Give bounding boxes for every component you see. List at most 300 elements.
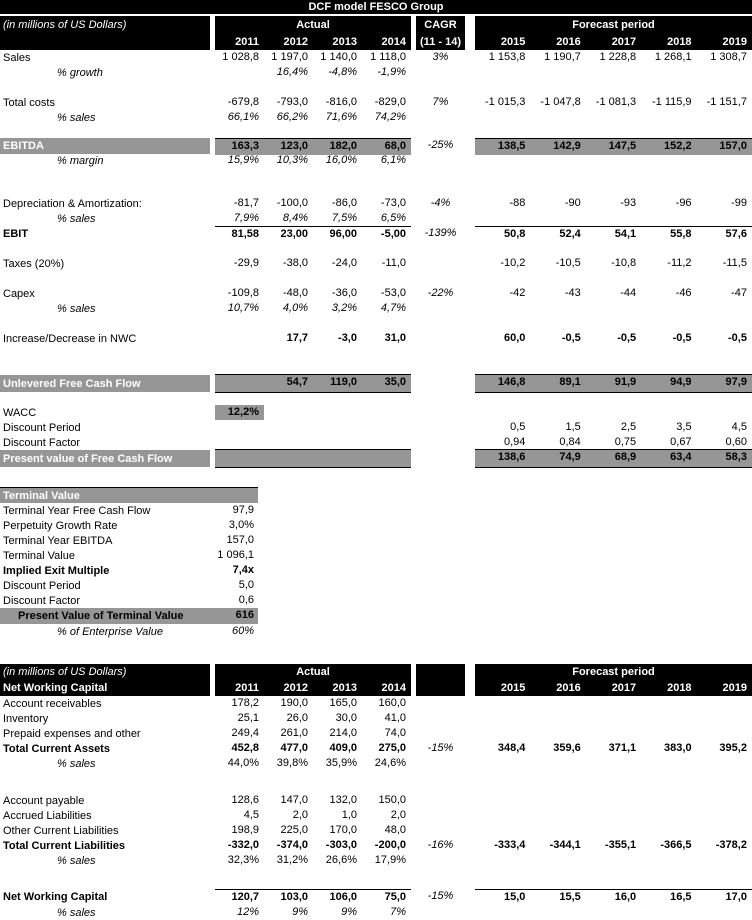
cell-actual-2013: -3,0 bbox=[338, 332, 357, 344]
row-label: % sales bbox=[57, 757, 96, 770]
cell-actual-2012: 17,7 bbox=[286, 332, 308, 344]
cell-forecast-2017: -1 081,3 bbox=[595, 96, 637, 108]
cell-actual-2012: 54,7 bbox=[264, 374, 313, 393]
column-gap bbox=[465, 226, 475, 242]
cell-forecast-2017 bbox=[586, 756, 641, 771]
cell-actual-2014: -1,9% bbox=[377, 66, 406, 78]
row-label: Net Working Capital bbox=[3, 891, 108, 903]
row-label: % sales bbox=[57, 302, 96, 315]
cell-actual-2014: 17,9% bbox=[374, 854, 406, 866]
table-row bbox=[0, 50, 752, 65]
table-row bbox=[0, 696, 752, 711]
cell-actual-2011: 249,4 bbox=[231, 727, 259, 739]
cell-cagr bbox=[416, 256, 465, 271]
spacer-row bbox=[0, 168, 752, 196]
cell-forecast-2015: 1 153,8 bbox=[488, 51, 526, 63]
cell-forecast-2017: -0,5 bbox=[617, 332, 637, 344]
cell-actual-2012: -38,0 bbox=[282, 257, 308, 269]
cell-actual-2013: 165,0 bbox=[329, 697, 357, 709]
table-row bbox=[0, 301, 752, 316]
spacer-row bbox=[0, 639, 752, 664]
cell-actual-2014: 160,0 bbox=[378, 697, 406, 709]
table-row bbox=[0, 808, 752, 823]
cell-forecast-2016 bbox=[530, 153, 585, 168]
cell-forecast-2019: -1 151,7 bbox=[706, 96, 747, 108]
cell-forecast-2016: 142,9 bbox=[530, 138, 585, 155]
spacer-row bbox=[0, 316, 752, 331]
cell-actual-2013: 409,0 bbox=[329, 742, 357, 754]
cell-forecast-2017: 54,1 bbox=[586, 226, 641, 243]
cell-actual-2014: 68,0 bbox=[362, 138, 411, 155]
cell-forecast-2016: 1,5 bbox=[565, 421, 581, 433]
spacer-row bbox=[0, 771, 752, 793]
nwc-header-actual: Actual bbox=[215, 664, 411, 680]
column-gap bbox=[465, 680, 475, 696]
row-label: Terminal Year Free Cash Flow bbox=[3, 504, 151, 517]
cell-actual-2013: 3,2% bbox=[331, 302, 357, 314]
cell-forecast-2018 bbox=[641, 153, 696, 168]
nwc-header-year-2015: 2015 bbox=[475, 680, 530, 696]
cell-forecast-2017 bbox=[586, 711, 641, 726]
column-gap bbox=[465, 153, 475, 168]
header-label-empty bbox=[0, 33, 210, 50]
cell-actual-2011: -29,9 bbox=[233, 257, 259, 269]
row-label: % sales bbox=[57, 854, 96, 867]
header-cagr-range: (11 - 14) bbox=[416, 33, 465, 50]
column-gap bbox=[465, 301, 475, 316]
row-label: Capex bbox=[3, 287, 35, 300]
cell-forecast-2016: 52,4 bbox=[530, 226, 585, 243]
table-row bbox=[0, 624, 258, 639]
cell-forecast-2018: 16,5 bbox=[641, 889, 696, 906]
cell-forecast-2015 bbox=[475, 756, 530, 771]
cell-actual-2012: -793,0 bbox=[276, 96, 308, 108]
units-label: (in millions of US Dollars) bbox=[0, 16, 210, 33]
table-row bbox=[0, 226, 752, 241]
row-label: Perpetuity Growth Rate bbox=[3, 519, 118, 532]
cell-forecast-2017 bbox=[586, 110, 641, 125]
cell-actual-2014: 35,0 bbox=[362, 374, 411, 393]
cell-forecast-2016 bbox=[530, 756, 585, 771]
nwc-header-year-2013: 2013 bbox=[313, 680, 362, 696]
cell-actual-2011 bbox=[215, 374, 264, 393]
cell-actual-2011: 25,1 bbox=[237, 712, 259, 724]
cell-actual-2013: 35,9% bbox=[325, 757, 357, 769]
cell-cagr: 7% bbox=[432, 96, 449, 108]
cell-forecast-2015: 138,5 bbox=[475, 138, 530, 155]
nwc-section-title: Net Working Capital bbox=[0, 680, 210, 696]
cell-forecast-2019 bbox=[697, 696, 752, 711]
cell-forecast-2019: 1 308,7 bbox=[710, 51, 747, 63]
row-label: Unlevered Free Cash Flow bbox=[0, 375, 210, 392]
cell-actual-2012 bbox=[264, 449, 313, 468]
cell-actual-2014: 24,6% bbox=[374, 757, 406, 769]
row-label: Terminal Year EBITDA bbox=[3, 534, 113, 547]
table-row bbox=[0, 375, 752, 390]
cell-value: 60% bbox=[231, 625, 254, 637]
row-label: % sales bbox=[57, 212, 96, 225]
row-label: Present value of Free Cash Flow bbox=[0, 450, 210, 467]
cell-actual-2014: 2,0 bbox=[390, 809, 406, 821]
spacer-row bbox=[0, 868, 752, 889]
cell-forecast-2019 bbox=[697, 110, 752, 125]
cell-forecast-2015 bbox=[475, 696, 530, 711]
column-gap bbox=[465, 420, 475, 435]
cell-forecast-2016 bbox=[530, 808, 585, 823]
cell-forecast-2017: 1 228,8 bbox=[599, 51, 637, 63]
cell-actual-2012: -100,0 bbox=[276, 197, 308, 209]
cell-cagr bbox=[416, 153, 465, 168]
header-year-2018: 2018 bbox=[641, 33, 696, 50]
cell-forecast-2017: -44 bbox=[620, 287, 637, 299]
cell-cagr bbox=[416, 405, 465, 420]
cell-forecast-2016: -0,5 bbox=[561, 332, 581, 344]
row-label: WACC bbox=[3, 406, 37, 419]
cell-cagr bbox=[416, 110, 465, 125]
nwc-header-year-2012: 2012 bbox=[264, 680, 313, 696]
table-row bbox=[0, 211, 752, 226]
row-label: Implied Exit Multiple bbox=[3, 564, 110, 577]
cell-actual-2011: 10,7% bbox=[227, 302, 259, 314]
row-label: Increase/Decrease in NWC bbox=[3, 332, 137, 345]
cell-forecast-2019: 157,0 bbox=[697, 138, 752, 155]
table-row bbox=[0, 65, 752, 80]
table-row bbox=[0, 405, 752, 420]
dcf-table-body bbox=[0, 50, 752, 466]
column-gap bbox=[465, 756, 475, 771]
cell-forecast-2017: -10,8 bbox=[611, 257, 637, 269]
column-gap bbox=[465, 16, 475, 33]
cell-forecast-2019: -0,5 bbox=[727, 332, 747, 344]
dcf-header-row-years bbox=[0, 33, 752, 50]
row-label: % margin bbox=[57, 154, 104, 167]
cell-forecast-2017 bbox=[586, 808, 641, 823]
cell-forecast-2018: -96 bbox=[675, 197, 692, 209]
header-year-2011: 2011 bbox=[215, 33, 264, 50]
cell-actual-2012: 9% bbox=[292, 906, 308, 918]
cell-forecast-2016: 359,6 bbox=[553, 742, 581, 754]
cell-forecast-2017: 2,5 bbox=[620, 421, 637, 433]
cell-forecast-2016: -344,1 bbox=[549, 839, 581, 851]
cell-cagr bbox=[416, 823, 465, 838]
cell-actual-2014: 74,2% bbox=[374, 111, 406, 123]
table-row bbox=[0, 503, 258, 518]
dcf-header-row-groups bbox=[0, 16, 752, 33]
cell-cagr bbox=[416, 808, 465, 823]
cell-actual-2012: 4,0% bbox=[282, 302, 308, 314]
spacer-row bbox=[0, 466, 752, 487]
cell-actual-2011: 198,9 bbox=[231, 824, 259, 836]
table-row bbox=[0, 853, 752, 868]
cell-actual-2013: -4,8% bbox=[328, 66, 357, 78]
cell-actual-2014: 150,0 bbox=[378, 794, 406, 806]
spacer-row bbox=[0, 241, 752, 256]
cell-actual-2014: 48,0 bbox=[384, 824, 406, 836]
cell-forecast-2019 bbox=[697, 726, 752, 741]
cell-actual-2012: 225,0 bbox=[280, 824, 308, 836]
cell-forecast-2019 bbox=[697, 65, 752, 80]
cell-actual-2011: -332,0 bbox=[227, 839, 259, 851]
header-cagr: CAGR bbox=[416, 16, 465, 33]
table-row bbox=[0, 450, 752, 466]
cell-actual-2011: 44,0% bbox=[227, 757, 259, 769]
cell-forecast-2019 bbox=[697, 301, 752, 316]
table-row bbox=[0, 256, 752, 271]
cell-forecast-2019: 57,6 bbox=[697, 226, 752, 243]
row-label: Present Value of Terminal Value bbox=[18, 610, 184, 622]
cell-forecast-2017 bbox=[586, 726, 641, 741]
cell-forecast-2019 bbox=[697, 405, 752, 420]
cell-value: 5,0 bbox=[238, 579, 254, 591]
cell-forecast-2018 bbox=[641, 726, 696, 741]
cell-forecast-2015: 138,6 bbox=[475, 449, 530, 468]
cell-actual-2014: 6,1% bbox=[380, 154, 406, 166]
row-label: Other Current Liabilities bbox=[3, 824, 119, 837]
row-label: Inventory bbox=[3, 712, 49, 725]
table-row bbox=[0, 823, 752, 838]
cell-actual-2013: 9% bbox=[341, 906, 357, 918]
table-row bbox=[0, 756, 752, 771]
row-label: Total costs bbox=[3, 96, 55, 109]
column-gap bbox=[465, 331, 475, 346]
nwc-header-year-2019: 2019 bbox=[697, 680, 752, 696]
cell-actual-2013: -24,0 bbox=[331, 257, 357, 269]
cell-actual-2013: -36,0 bbox=[331, 287, 357, 299]
cell-cagr: 3% bbox=[432, 51, 449, 63]
cell-forecast-2017 bbox=[586, 301, 641, 316]
cell-actual-2012: 261,0 bbox=[280, 727, 308, 739]
cell-actual-2013: 7,5% bbox=[331, 212, 357, 224]
nwc-header-forecast: Forecast period bbox=[475, 664, 752, 680]
column-gap bbox=[465, 50, 475, 65]
table-row bbox=[0, 138, 752, 153]
column-gap bbox=[465, 838, 475, 853]
cell-actual-2013: 26,6% bbox=[325, 854, 357, 866]
cell-cagr: -4% bbox=[430, 197, 451, 209]
sheet-title: DCF model FESCO Group bbox=[0, 0, 752, 14]
table-row bbox=[0, 435, 752, 450]
cell-forecast-2018: 1 268,1 bbox=[654, 51, 692, 63]
cell-forecast-2017 bbox=[586, 696, 641, 711]
cell-actual-2011: 128,6 bbox=[231, 794, 259, 806]
row-label: EBITDA bbox=[0, 138, 210, 154]
table-row bbox=[0, 518, 258, 533]
cell-actual-2012: 147,0 bbox=[280, 794, 308, 806]
cell-forecast-2018 bbox=[641, 905, 696, 920]
cell-forecast-2018 bbox=[641, 711, 696, 726]
cell-actual-2011: 7,9% bbox=[233, 212, 259, 224]
cell-cagr: -15% bbox=[427, 742, 454, 754]
table-row bbox=[0, 533, 258, 548]
cell-actual-2014 bbox=[362, 435, 411, 450]
cell-actual-2014 bbox=[362, 405, 411, 420]
column-gap bbox=[465, 741, 475, 756]
cell-actual-2013: 1,0 bbox=[341, 809, 357, 821]
row-label: Terminal Value bbox=[3, 489, 80, 502]
cell-actual-2013: 71,6% bbox=[325, 111, 357, 123]
column-gap bbox=[465, 905, 475, 920]
cell-cagr bbox=[416, 756, 465, 771]
row-label: Taxes (20%) bbox=[3, 257, 65, 270]
cell-cagr bbox=[416, 420, 465, 435]
cell-actual-2014: 41,0 bbox=[384, 712, 406, 724]
cell-actual-2013: -816,0 bbox=[325, 96, 357, 108]
cell-cagr: -15% bbox=[427, 890, 454, 902]
cell-forecast-2019 bbox=[697, 853, 752, 868]
cell-actual-2011: 12,2% bbox=[215, 405, 264, 420]
cell-actual-2014: 75,0 bbox=[362, 889, 411, 906]
spacer-row bbox=[0, 346, 752, 375]
column-gap bbox=[465, 664, 475, 680]
cell-actual-2011: 178,2 bbox=[231, 697, 259, 709]
cell-actual-2013: 132,0 bbox=[329, 794, 357, 806]
cell-forecast-2018 bbox=[641, 65, 696, 80]
cell-actual-2013: 119,0 bbox=[313, 374, 362, 393]
cell-forecast-2019 bbox=[697, 153, 752, 168]
cell-forecast-2018: 0,67 bbox=[670, 436, 692, 448]
cell-actual-2014: 6,5% bbox=[380, 212, 406, 224]
cell-forecast-2018 bbox=[641, 696, 696, 711]
cell-forecast-2015: -88 bbox=[509, 197, 526, 209]
cell-actual-2014: 1 118,0 bbox=[370, 51, 406, 63]
cell-forecast-2016 bbox=[530, 211, 585, 226]
column-gap bbox=[465, 375, 475, 392]
cell-forecast-2017 bbox=[586, 153, 641, 168]
cell-forecast-2019: 97,9 bbox=[697, 374, 752, 393]
column-gap bbox=[465, 808, 475, 823]
cell-forecast-2015: 50,8 bbox=[475, 226, 530, 243]
column-gap bbox=[465, 138, 475, 154]
cell-forecast-2019: 395,2 bbox=[719, 742, 747, 754]
cell-forecast-2019 bbox=[697, 905, 752, 920]
cell-actual-2012: 123,0 bbox=[264, 138, 313, 155]
cell-actual-2012: 23,00 bbox=[264, 226, 313, 243]
cell-cagr bbox=[416, 793, 465, 808]
cell-forecast-2016: -10,5 bbox=[555, 257, 581, 269]
column-gap bbox=[465, 435, 475, 450]
table-row bbox=[0, 420, 752, 435]
cell-actual-2011: 4,5 bbox=[243, 809, 259, 821]
cell-forecast-2015 bbox=[475, 808, 530, 823]
column-gap bbox=[465, 256, 475, 271]
cell-actual-2012: 31,2% bbox=[276, 854, 308, 866]
cell-forecast-2019: 4,5 bbox=[731, 421, 747, 433]
row-label: Prepaid expenses and other bbox=[3, 727, 141, 740]
column-gap bbox=[465, 110, 475, 125]
cell-actual-2011: -81,7 bbox=[233, 197, 259, 209]
nwc-header-year-2016: 2016 bbox=[530, 680, 585, 696]
column-gap bbox=[465, 405, 475, 420]
table-row bbox=[0, 741, 752, 756]
cell-actual-2013: 182,0 bbox=[313, 138, 362, 155]
table-row bbox=[0, 726, 752, 741]
cell-forecast-2018: 152,2 bbox=[641, 138, 696, 155]
cell-forecast-2019 bbox=[697, 211, 752, 226]
cell-actual-2012 bbox=[264, 435, 313, 450]
cell-actual-2014 bbox=[362, 420, 411, 435]
cell-forecast-2015 bbox=[475, 853, 530, 868]
cell-forecast-2018 bbox=[641, 853, 696, 868]
cell-value: 7,4x bbox=[232, 564, 254, 576]
cell-value: 0,6 bbox=[238, 594, 254, 606]
cell-forecast-2019 bbox=[697, 808, 752, 823]
row-label: % sales bbox=[57, 906, 96, 919]
cell-forecast-2018: -11,2 bbox=[667, 257, 692, 269]
cell-cagr bbox=[416, 905, 465, 920]
table-row bbox=[0, 286, 752, 301]
header-year-2014: 2014 bbox=[362, 33, 411, 50]
cell-forecast-2016: 0,84 bbox=[559, 436, 581, 448]
cell-forecast-2018 bbox=[641, 808, 696, 823]
cell-forecast-2019: 0,60 bbox=[725, 436, 747, 448]
cell-actual-2011: 81,58 bbox=[215, 226, 264, 243]
cell-forecast-2016: 1 190,7 bbox=[544, 51, 581, 63]
cell-forecast-2015 bbox=[475, 65, 530, 80]
cell-actual-2013 bbox=[313, 449, 362, 468]
cell-actual-2014 bbox=[362, 449, 411, 468]
cell-forecast-2015: 15,0 bbox=[475, 889, 530, 906]
row-label: Discount Period bbox=[3, 579, 81, 592]
cell-forecast-2015 bbox=[475, 405, 530, 420]
row-label: Terminal Value bbox=[3, 549, 75, 562]
row-label: % sales bbox=[57, 111, 96, 124]
cell-actual-2013: -303,0 bbox=[325, 839, 357, 851]
table-row bbox=[0, 905, 752, 920]
cell-forecast-2017: -93 bbox=[620, 197, 637, 209]
cell-cagr bbox=[416, 853, 465, 868]
cell-forecast-2018: 3,5 bbox=[676, 421, 692, 433]
column-gap bbox=[465, 286, 475, 301]
cell-actual-2014: 74,0 bbox=[384, 727, 406, 739]
nwc-header-row-years bbox=[0, 680, 752, 696]
cell-forecast-2018: -1 115,9 bbox=[652, 96, 692, 108]
table-row bbox=[0, 548, 258, 563]
cell-forecast-2018: 63,4 bbox=[641, 449, 696, 468]
cell-forecast-2019 bbox=[697, 823, 752, 838]
cell-forecast-2018 bbox=[641, 793, 696, 808]
cell-forecast-2015 bbox=[475, 153, 530, 168]
cell-actual-2011 bbox=[215, 331, 264, 346]
header-forecast: Forecast period bbox=[475, 16, 752, 33]
cell-actual-2013: 106,0 bbox=[313, 889, 362, 906]
column-gap bbox=[465, 211, 475, 226]
header-year-2013: 2013 bbox=[313, 33, 362, 50]
spacer-row bbox=[0, 80, 752, 95]
row-label: Discount Factor bbox=[3, 594, 81, 607]
cell-actual-2011: 66,1% bbox=[227, 111, 259, 123]
cell-actual-2011: -109,8 bbox=[227, 287, 259, 299]
cell-cagr: -22% bbox=[427, 287, 454, 299]
cell-actual-2011: 120,7 bbox=[215, 889, 264, 906]
cell-forecast-2018: 383,0 bbox=[664, 742, 692, 754]
cell-cagr: -25% bbox=[427, 139, 454, 151]
cell-actual-2011: 32,3% bbox=[227, 854, 259, 866]
cell-actual-2013: 170,0 bbox=[329, 824, 357, 836]
cell-forecast-2015: -1 015,3 bbox=[485, 96, 526, 108]
cell-actual-2014: 4,7% bbox=[380, 302, 406, 314]
cell-forecast-2017: 371,1 bbox=[608, 742, 637, 754]
cell-actual-2012: -374,0 bbox=[276, 839, 308, 851]
nwc-table-body bbox=[0, 696, 752, 920]
cell-forecast-2016 bbox=[530, 726, 585, 741]
cell-forecast-2018 bbox=[641, 301, 696, 316]
cell-actual-2014: -5,00 bbox=[362, 226, 411, 243]
cell-forecast-2016 bbox=[530, 301, 585, 316]
cell-forecast-2019 bbox=[697, 756, 752, 771]
row-label: Depreciation & Amortization: bbox=[3, 197, 142, 210]
table-row bbox=[0, 608, 258, 624]
cell-cagr bbox=[416, 711, 465, 726]
